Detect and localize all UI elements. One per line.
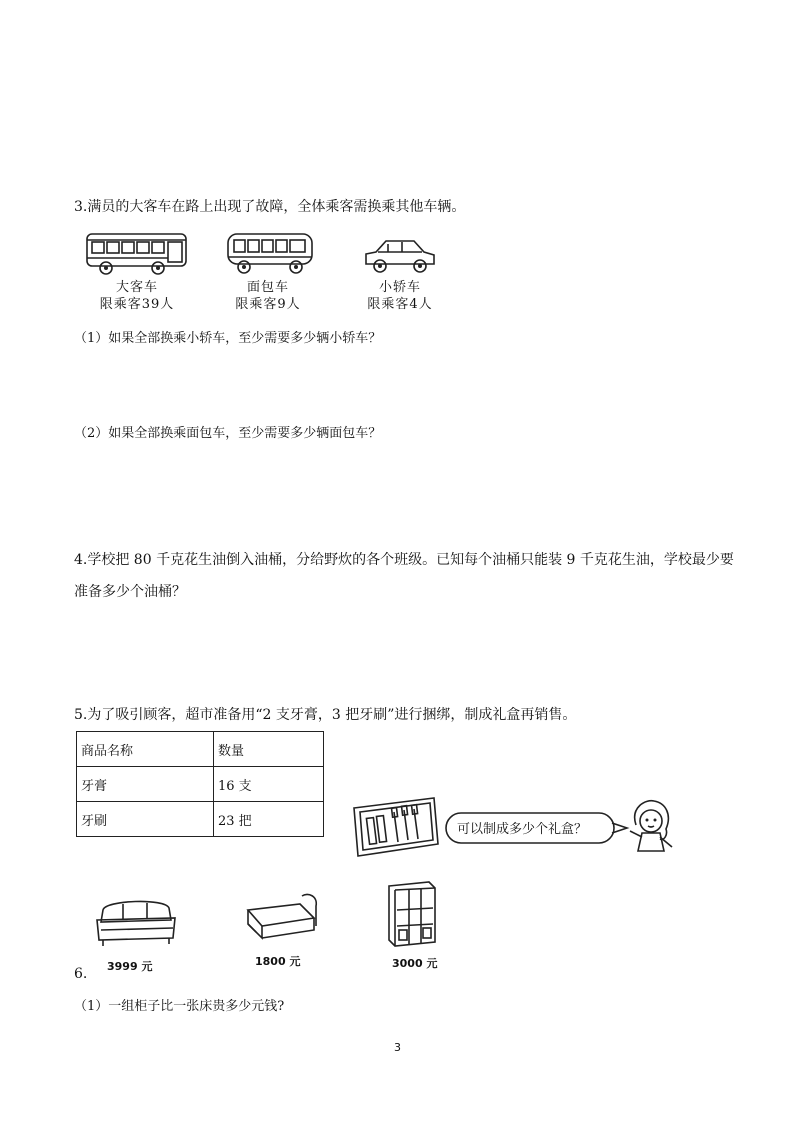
vehicle-limit-van: 限乘客9人 — [235, 297, 301, 312]
q3-sub1: （1）如果全部换乘小轿车，至少需要多少辆小轿车？ — [74, 331, 382, 346]
bed-price: 1800 元 — [255, 955, 301, 968]
table-header-row — [77, 732, 324, 767]
sofa-price: 3999 元 — [107, 960, 153, 973]
q6-number: 6. — [74, 966, 88, 982]
girl-icon — [622, 797, 682, 857]
vehicle-name-van: 面包车 — [246, 280, 289, 295]
wardrobe-icon — [383, 880, 439, 948]
bed-icon — [242, 890, 324, 942]
vehicle-name-car: 小轿车 — [378, 280, 421, 295]
vehicle-limit-bus: 限乘客39人 — [99, 297, 175, 312]
wardrobe-price: 3000 元 — [392, 957, 438, 970]
table-row — [77, 802, 324, 837]
table-cell: 牙膏 — [77, 767, 214, 802]
table-row — [77, 767, 324, 802]
vehicle-limit-car: 限乘客4人 — [367, 297, 433, 312]
goods-table — [76, 731, 324, 837]
bus-icon — [84, 230, 190, 276]
bubble-text: 可以制成多少个礼盒？ — [457, 822, 588, 837]
gift-box-icon — [350, 794, 442, 860]
table-cell: 牙刷 — [77, 802, 214, 837]
table-cell: 23 把 — [214, 802, 324, 837]
van-icon — [224, 230, 316, 276]
q6-sub1: （1）一组柜子比一张床贵多少元钱? — [74, 999, 285, 1014]
q4-line2: 准备多少个油桶？ — [74, 584, 186, 600]
q5-title: 5.为了吸引顾客，超市准备用“2 支牙膏，3 把牙刷”进行捆绑，制成礼盒再销售。 — [74, 707, 577, 723]
q3-sub2: （2）如果全部换乘面包车，至少需要多少辆面包车？ — [74, 426, 382, 441]
q4-line1: 4.学校把 80 千克花生油倒入油桶，分给野炊的各个班级。已知每个油桶只能装 9 千克花生油，学校最少要 — [74, 552, 734, 568]
q3-title: 3.满员的大客车在路上出现了故障，全体乘客需换乘其他车辆。 — [74, 199, 466, 215]
table-cell: 16 支 — [214, 767, 324, 802]
table-header-cell: 数量 — [214, 732, 324, 767]
vehicle-name-bus: 大客车 — [115, 280, 158, 295]
table-header-cell: 商品名称 — [77, 732, 214, 767]
car-icon — [362, 236, 438, 276]
page-number: 3 — [394, 1041, 401, 1054]
sofa-icon — [95, 896, 177, 948]
